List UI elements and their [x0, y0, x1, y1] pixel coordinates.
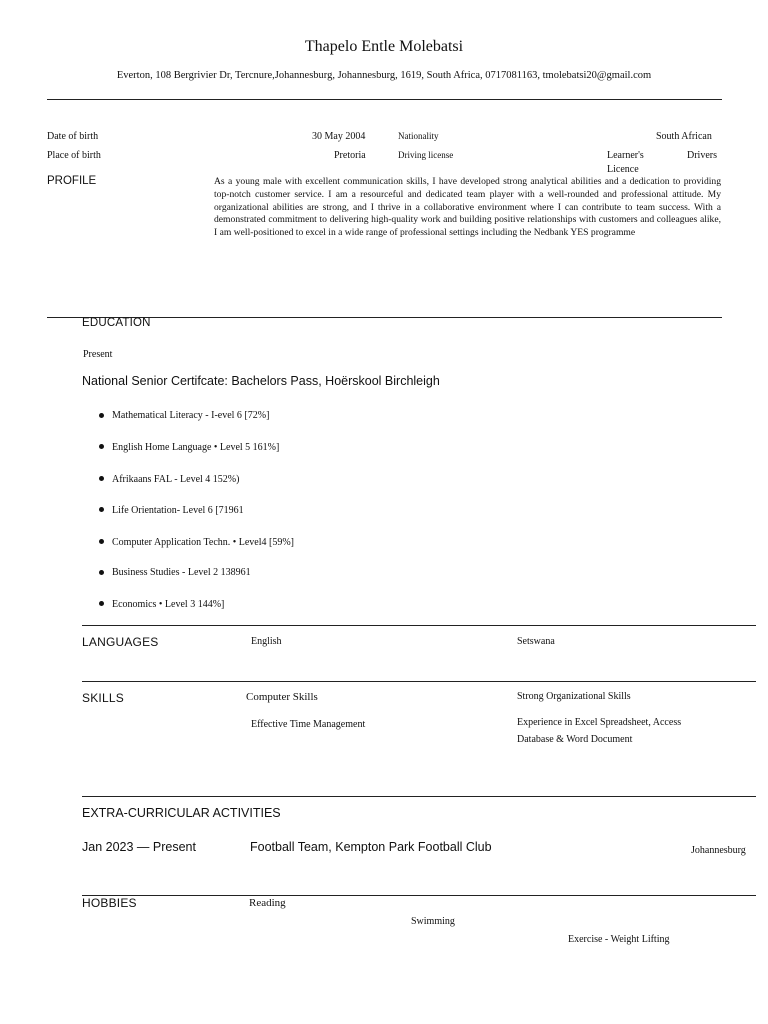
bullet-icon — [99, 570, 104, 575]
hobby-item: Exercise - Weight Lifting — [568, 934, 670, 945]
skills-divider — [82, 681, 756, 682]
activity-date: Jan 2023 — Present — [82, 840, 196, 854]
driving-value-learners: Learner's — [607, 150, 644, 161]
bullet-icon — [99, 444, 104, 449]
dob-value: 30 May 2004 — [312, 131, 366, 142]
bullet-icon — [99, 413, 104, 418]
nationality-label: Nationality — [398, 131, 439, 141]
subject-item: Business Studies - Level 2 138961 — [112, 567, 251, 578]
subject-item: Life Orientation- Level 6 [71961 — [112, 505, 244, 516]
skill-excel: Experience in Excel Spreadsheet, Access Database & Word Document — [517, 717, 682, 745]
activity-title: Football Team, Kempton Park Football Club — [250, 840, 492, 854]
hobby-item: Swimming — [411, 916, 455, 927]
dob-label: Date of birth — [47, 131, 99, 142]
profile-heading: PROFILE — [47, 175, 97, 187]
hobbies-divider — [82, 895, 756, 896]
subject-item: Economics • Level 3 144%] — [112, 599, 225, 610]
profile-text: As a young male with excellent communication skills, I have developed strong analytical abilities and a dedication to providing top-notch customer service. I am a resourceful and dedicated team player with a well-rounded and professional attitude. My organizational abilities are strong, and I thrive in a collaborative environment where I can contribute to team success. With a demonstrated commitment to delivering high-quality work and building positive relationships with customers and colleagues alike, I am well-positioned to excel in a wide range of professional settings including the Nedbank YES programme — [214, 176, 721, 239]
pob-label: Place of birth — [47, 150, 101, 161]
languages-heading: LANGUAGES — [82, 635, 159, 649]
bullet-icon — [99, 476, 104, 481]
hobby-item: Reading — [249, 897, 286, 909]
language-item: English — [251, 636, 282, 647]
skill-computer: Computer Skills — [246, 691, 318, 703]
language-item: Setswana — [517, 636, 555, 647]
subject-item: Computer Application Techn. • Level4 [59%] — [112, 537, 295, 548]
education-title: National Senior Certifcate: Bachelors Pass, Hoërskool Birchleigh — [82, 374, 440, 388]
bullet-icon — [99, 539, 104, 544]
skill-organizational: Strong Organizational Skills — [517, 691, 631, 702]
extracurricular-divider — [82, 796, 756, 797]
languages-divider — [82, 625, 756, 626]
subject-item: Afrikaans FAL - Level 4 152%) — [112, 474, 240, 485]
header-divider — [47, 99, 722, 100]
bullet-icon — [99, 601, 104, 606]
hobbies-heading: HOBBIES — [82, 896, 137, 910]
driving-value-licence: Licence — [607, 164, 639, 175]
activity-location: Johannesburg — [691, 845, 746, 856]
subject-item: Mathematical Literacy - I-evel 6 [72%] — [112, 410, 270, 421]
driving-value-drivers: Drivers — [687, 150, 717, 161]
nationality-value: South African — [656, 131, 712, 142]
subject-item: English Home Language • Level 5 161%] — [112, 442, 280, 453]
education-date: Present — [83, 349, 113, 360]
cv-name: Thapelo Entle Molebatsi — [304, 38, 464, 55]
education-heading: EDUCATION — [82, 317, 151, 329]
driving-label: Driving license — [398, 150, 454, 160]
extracurricular-heading: EXTRA-CURRICULAR ACTIVITIES — [82, 806, 281, 820]
bullet-icon — [99, 507, 104, 512]
skills-heading: SKILLS — [82, 691, 124, 705]
pob-value: Pretoria — [334, 150, 366, 161]
skill-time-management: Effective Time Management — [251, 719, 366, 730]
contact-line: Everton, 108 Bergrivier Dr, Tercnure,Johannesburg, Johannesburg, 1619, South Africa, 0717081163, tmolebatsi20@gmail.com — [116, 70, 652, 81]
